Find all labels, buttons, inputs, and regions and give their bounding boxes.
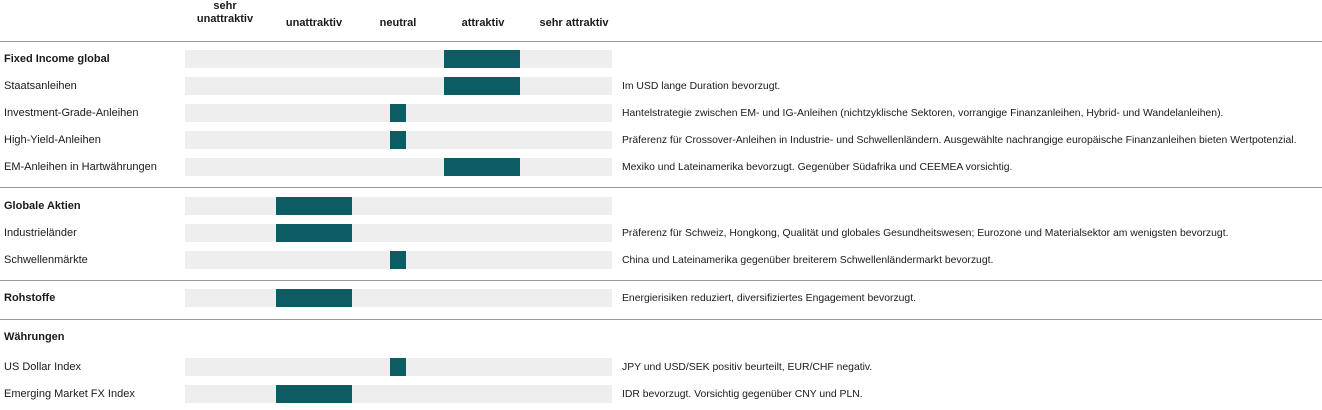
scale-header — [180, 0, 270, 26]
scale-header — [529, 17, 619, 30]
scale-header-line: attraktiv — [461, 17, 505, 29]
row-comment: Mexiko und Lateinamerika bevorzugt. Gegenüber Südafrika und CEEMEA vorsichtig. — [622, 162, 1013, 173]
section-divider — [0, 280, 1322, 281]
rating-track — [185, 289, 612, 307]
rating-track — [185, 131, 612, 149]
rating-bar — [444, 50, 520, 68]
table-row — [0, 77, 1322, 95]
scale-header — [269, 17, 359, 30]
rating-track — [185, 358, 612, 376]
rating-track — [185, 77, 612, 95]
scale-header-line: sehr attraktiv — [539, 17, 609, 29]
row-comment: IDR bevorzugt. Vorsichtig gegenüber CNY und PLN. — [622, 389, 863, 400]
table-row — [0, 385, 1322, 403]
rating-bar — [276, 385, 352, 403]
row-comment: Energierisiken reduziert, diversifiziertes Engagement bevorzugt. — [622, 293, 916, 304]
row-label: Emerging Market FX Index — [4, 388, 135, 400]
rating-track — [185, 197, 612, 215]
rating-track — [185, 158, 612, 176]
row-comment: JPY und USD/SEK positiv beurteilt, EUR/CHF negativ. — [622, 362, 873, 373]
section-header-row — [0, 50, 1322, 68]
scale-header — [438, 17, 528, 30]
section-header-row — [0, 289, 1322, 307]
section-divider — [0, 319, 1322, 320]
section-header-row — [0, 328, 1322, 346]
row-label: Staatsanleihen — [4, 80, 77, 92]
row-label: Investment-Grade-Anleihen — [4, 107, 139, 119]
row-label: Schwellenmärkte — [4, 254, 88, 266]
row-comment: China und Lateinamerika gegenüber breiterem Schwellenländermarkt bevorzugt. — [622, 255, 994, 266]
rating-track — [185, 251, 612, 269]
rating-track — [185, 104, 612, 122]
rating-bar — [390, 104, 406, 122]
rating-bar — [276, 289, 352, 307]
section-divider — [0, 41, 1322, 42]
section-divider — [0, 187, 1322, 188]
rating-bar — [390, 131, 406, 149]
row-label: Industrieländer — [4, 227, 77, 239]
row-comment: Präferenz für Crossover-Anleihen in Industrie- und Schwellenländern. Ausgewählte nachrangige europäische Finanzanleihen bieten Wertpotenzial. — [622, 135, 1297, 146]
scale-header — [353, 17, 443, 30]
row-comment: Hantelstrategie zwischen EM- und IG-Anleihen (nichtzyklische Sektoren, vorrangige Finanzanleihen, Hybrid- und Wandelanleihen). — [622, 108, 1224, 119]
scale-header-line: neutral — [379, 17, 417, 29]
table-row — [0, 131, 1322, 149]
rating-bar — [444, 77, 520, 95]
rating-track — [185, 50, 612, 68]
scale-header-line: unattraktiv — [196, 13, 254, 25]
rating-track — [185, 385, 612, 403]
rating-bar — [276, 197, 352, 215]
rating-bar — [444, 158, 520, 176]
row-label: EM-Anleihen in Hartwährungen — [4, 161, 157, 173]
section-title: Fixed Income global — [4, 53, 110, 65]
scale-header-line: sehr — [213, 0, 237, 12]
section-title: Globale Aktien — [4, 200, 81, 212]
row-label: High-Yield-Anleihen — [4, 134, 101, 146]
table-row — [0, 158, 1322, 176]
row-label: US Dollar Index — [4, 361, 82, 373]
row-comment: Im USD lange Duration bevorzugt. — [622, 81, 781, 92]
rating-bar — [276, 224, 352, 242]
section-title: Währungen — [4, 331, 65, 343]
table-row — [0, 251, 1322, 269]
rating-bar — [390, 251, 406, 269]
section-title: Rohstoffe — [4, 292, 56, 304]
scale-header-line: unattraktiv — [285, 17, 343, 29]
table-row — [0, 224, 1322, 242]
section-header-row — [0, 197, 1322, 215]
rating-bar — [390, 358, 406, 376]
table-row — [0, 358, 1322, 376]
table-row — [0, 104, 1322, 122]
row-comment: Präferenz für Schweiz, Hongkong, Qualität und globales Gesundheitswesen; Eurozone und Materialsektor am wenigsten bevorzugt. — [622, 228, 1229, 239]
rating-track — [185, 224, 612, 242]
